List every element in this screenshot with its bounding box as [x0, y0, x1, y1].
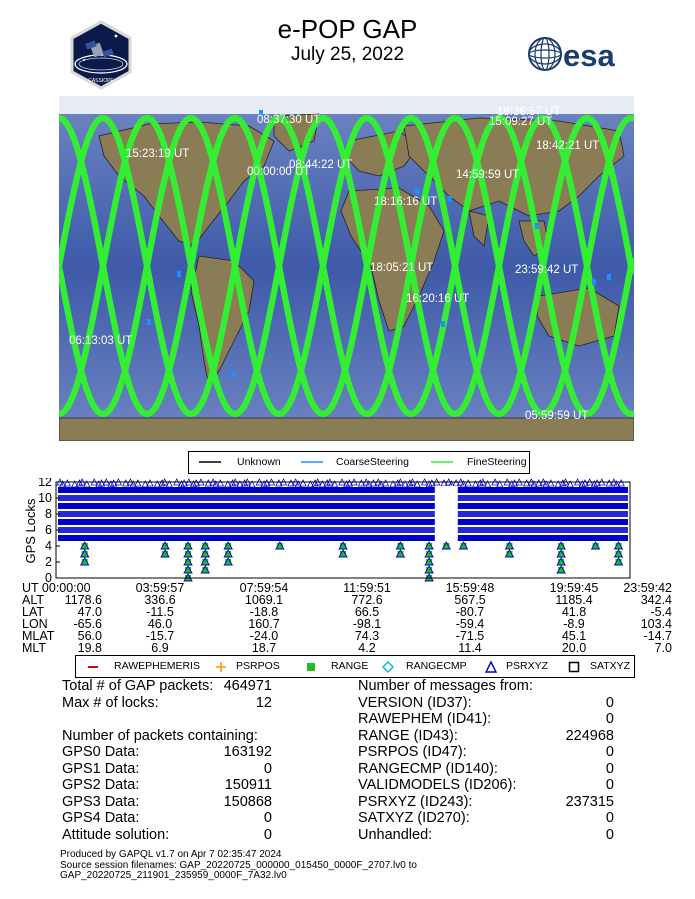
message-value: 0: [605, 810, 614, 826]
psrxyz-point: [64, 480, 70, 486]
orbit-cell: 56.0: [77, 629, 102, 643]
locks-band: [58, 527, 628, 533]
gps-locks-chart: [20, 478, 680, 584]
y-tick-label: 2: [45, 555, 52, 569]
message-label: Number of messages from:: [358, 678, 533, 694]
orbit-cell: 41.8: [561, 605, 587, 619]
y-tick-label: 4: [45, 539, 52, 553]
psrxyz-point: [147, 480, 153, 486]
legend-psrpos: PSRPOS: [236, 660, 280, 672]
message-value: 237315: [565, 793, 614, 810]
legend-rangecmp: RANGECMP: [406, 660, 467, 672]
orbit-cell: 18.7: [251, 641, 277, 655]
stat-value: 163192: [223, 744, 272, 760]
orbit-cell: 45.1: [561, 629, 587, 643]
orbit-cell: -11.5: [146, 605, 174, 619]
orbit-cell: 66.5: [354, 605, 380, 619]
orbit-cell: -5.4: [650, 605, 672, 619]
map-label: 15:09:27 UT: [489, 116, 553, 128]
data-gap: [435, 486, 458, 578]
legend-range: RANGE: [331, 660, 369, 672]
cassiope-logo-text: CASSIOPE: [88, 78, 114, 84]
psrxyz-point: [217, 480, 223, 486]
footer: [60, 850, 660, 882]
y-tick-label: 0: [45, 571, 52, 584]
source-filenames-2: GAP_20220725_211901_235959_0000F_7A32.lv0: [60, 870, 287, 881]
map-label: 18:16:16 UT: [374, 196, 438, 208]
psrxyz-icon: [484, 660, 498, 674]
message-label: RANGE (ID43):: [358, 727, 458, 744]
message-legend: [75, 655, 635, 678]
orbit-cell: 4.2: [358, 641, 376, 655]
orbit-cell: 11.4: [458, 641, 482, 655]
message-label: Unhandled:: [358, 826, 433, 843]
locks-band: [58, 519, 628, 525]
orbit-row-label: ALT: [22, 593, 44, 607]
rangecmp-icon: [381, 660, 395, 674]
y-tick-label: 12: [38, 478, 52, 489]
message-value: 0: [605, 694, 614, 711]
map-label: 00:00:00 UT: [247, 166, 311, 178]
stat-value: 464971: [223, 678, 272, 694]
orbit-cell: -18.8: [249, 605, 279, 619]
orbit-map: [59, 96, 634, 441]
satxyz-icon: [567, 660, 581, 674]
stat-value: 0: [263, 826, 272, 843]
stat-value: 0: [263, 810, 272, 826]
orbit-cell: -59.4: [455, 617, 485, 631]
orbit-cell: 772.6: [351, 593, 383, 607]
orbit-cell: 6.9: [151, 641, 169, 655]
legend-label-unknown: Unknown: [237, 456, 281, 468]
coarse-steering-mark: [177, 271, 181, 277]
psrxyz-point: [383, 480, 389, 486]
stat-label: GPS3 Data:: [62, 793, 140, 810]
psrxyz-point: [300, 480, 306, 486]
message-value: 0: [605, 744, 614, 760]
map-label: 05:59:59 UT: [525, 410, 589, 422]
y-tick-label: 8: [45, 507, 52, 521]
psrxyz-point: [465, 480, 471, 486]
legend-label-coarse: CoarseSteering: [336, 456, 409, 468]
map-label: 18:36:57 UT: [497, 106, 561, 118]
orbit-cell: 103.4: [640, 617, 672, 631]
coarse-steering-mark: [231, 371, 235, 377]
map-label: 14:59:59 UT: [456, 169, 520, 181]
orbit-cell: -24.0: [249, 629, 279, 643]
map-label: 18:42:21 UT: [536, 140, 600, 152]
orbit-cell: -65.6: [73, 617, 102, 631]
orbit-cell: -71.5: [455, 629, 485, 643]
x-tick-label: 19:59:45: [549, 581, 599, 595]
orbit-cell: -15.7: [145, 629, 175, 643]
message-label: RAWEPHEM (ID41):: [358, 711, 492, 727]
coarse-steering-mark: [592, 279, 596, 285]
orbit-row-label: MLT: [22, 641, 47, 655]
steering-legend: [188, 451, 530, 474]
stat-value: 0: [263, 760, 272, 777]
orbit-cell: 20.0: [561, 641, 587, 655]
orbit-cell: -98.1: [352, 617, 382, 631]
map-label: 08:37:30 UT: [257, 114, 321, 126]
map-label: 23:59:42 UT: [515, 264, 579, 276]
orbit-cell: 1185.4: [555, 593, 593, 607]
orbit-cell: 74.3: [354, 629, 380, 643]
map-label: 06:13:03 UT: [69, 335, 133, 347]
x-tick-label: UT 00:00:00: [22, 581, 91, 595]
stat-label: Attitude solution:: [62, 826, 170, 843]
coarse-steering-mark: [535, 223, 539, 229]
rawephemeris-icon: [86, 660, 100, 674]
locks-band: [58, 495, 628, 501]
stat-value: 150868: [223, 793, 272, 810]
message-value: 0: [605, 777, 614, 793]
coarse-steering-mark: [441, 321, 445, 327]
stat-value: 150911: [224, 777, 272, 793]
message-value: 0: [605, 826, 614, 843]
orbit-cell: 1178.6: [64, 593, 102, 607]
orbit-cell: 342.4: [640, 593, 672, 607]
stat-label: GPS2 Data:: [62, 777, 140, 793]
legend-rawephemeris: RAWEPHEMERIS: [114, 660, 200, 672]
coarse-steering-mark: [147, 319, 151, 325]
psrxyz-point: [548, 480, 554, 486]
y-tick-label: 10: [38, 491, 52, 505]
legend-label-fine: FineSteering: [467, 456, 527, 468]
stat-label: GPS0 Data:: [62, 744, 140, 760]
x-tick-label: 03:59:57: [135, 581, 185, 595]
message-label: SATXYZ (ID270):: [358, 810, 470, 826]
page-date: July 25, 2022: [290, 44, 405, 65]
orbit-cell: 1069.1: [244, 593, 284, 607]
x-tick-label: 07:59:54: [239, 581, 289, 595]
legend-satxyz: SATXYZ: [590, 660, 631, 672]
coarse-steering-mark: [607, 274, 611, 280]
orbit-cell: -80.7: [455, 605, 485, 619]
locks-band: [58, 503, 628, 509]
orbit-cell: 19.8: [77, 641, 102, 655]
orbit-row-label: LON: [22, 617, 48, 631]
stat-label: Max # of locks:: [62, 694, 159, 711]
x-tick-label: 23:59:42: [623, 581, 672, 595]
page-title: e-POP GAP: [277, 14, 418, 44]
message-label: PSRXYZ (ID243):: [358, 793, 473, 810]
x-tick-label: 11:59:51: [343, 581, 391, 595]
y-tick-label: 6: [45, 523, 52, 537]
message-label: VERSION (ID37):: [358, 694, 472, 711]
message-label: VALIDMODELS (ID206):: [358, 777, 517, 793]
produced-by: Produced by GAPQL v1.7 on Apr 7 02:35:47 2024: [60, 849, 282, 860]
x-tick-label: 15:59:48: [445, 581, 495, 595]
coarse-steering-mark: [415, 188, 419, 194]
map-label: 08:44:22 UT: [289, 159, 353, 171]
message-label: PSRPOS (ID47):: [358, 744, 467, 760]
stat-label: GPS1 Data:: [62, 760, 140, 777]
orbit-cell: -14.7: [643, 629, 672, 643]
esa-logo: [527, 36, 637, 72]
legend-psrxyz: PSRXYZ: [506, 660, 549, 672]
range-icon: [304, 660, 318, 674]
psrxyz-point: [618, 480, 624, 486]
orbit-row-label: MLAT: [22, 629, 55, 643]
stat-value: 12: [255, 694, 272, 711]
coarse-steering-mark: [448, 196, 452, 202]
psrxyz-point: [135, 480, 141, 486]
orbit-cell: 47.0: [77, 605, 102, 619]
orbit-map-svg: [59, 96, 634, 441]
orbit-cell: 7.0: [654, 641, 672, 655]
orbit-cell: 567.5: [454, 593, 486, 607]
gps-locks-svg: [20, 478, 680, 584]
esa-wordmark: esa: [563, 38, 615, 72]
orbit-table: [22, 582, 672, 654]
message-value: 224968: [565, 727, 614, 744]
map-label: 15:23:19 UT: [126, 148, 190, 160]
y-axis-label: GPS Locks: [23, 498, 38, 564]
stat-label: GPS4 Data:: [62, 810, 140, 826]
stat-label: Total # of GAP packets:: [62, 678, 214, 694]
orbit-cell: 46.0: [147, 617, 173, 631]
message-value: 0: [605, 711, 614, 727]
orbit-row-label: LAT: [22, 605, 44, 619]
psrpos-icon: [214, 660, 228, 674]
message-value: 0: [605, 760, 614, 777]
locks-band: [58, 535, 628, 541]
stat-label: Number of packets containing:: [62, 727, 258, 744]
source-filenames-1: Source session filenames: GAP_20220725_000000_015450_0000F_2707.lv0 to: [60, 859, 417, 871]
map-label: 18:05:21 UT: [370, 262, 434, 274]
orbit-cell: 336.6: [144, 593, 176, 607]
cassiope-logo: [66, 20, 136, 90]
locks-band: [58, 487, 628, 493]
orbit-cell: -8.9: [563, 617, 585, 631]
map-label: 16:20:16 UT: [406, 293, 470, 305]
message-label: RANGECMP (ID140):: [358, 760, 498, 777]
locks-band: [58, 511, 628, 517]
orbit-cell: 160.7: [248, 617, 280, 631]
